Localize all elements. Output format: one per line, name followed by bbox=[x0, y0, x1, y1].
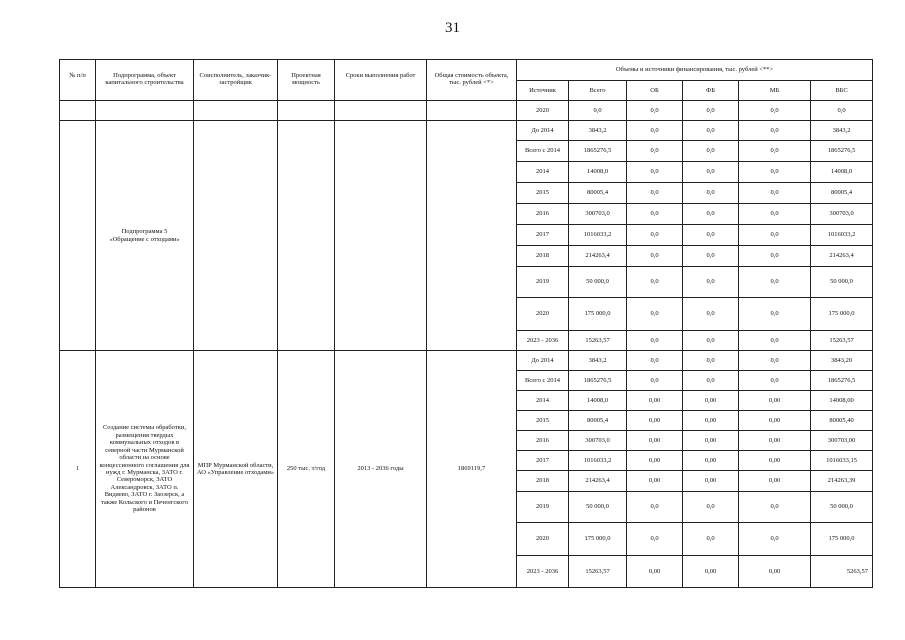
total-cell: 14008,0 bbox=[569, 162, 627, 183]
fb-cell: 0,0 bbox=[683, 298, 739, 331]
vbs-cell: 214263,39 bbox=[811, 471, 873, 492]
fb-cell: 0,0 bbox=[683, 121, 739, 141]
mb-cell: 0,00 bbox=[739, 431, 811, 451]
source-cell: До 2014 bbox=[517, 121, 569, 141]
mb-cell: 0,0 bbox=[739, 141, 811, 162]
vbs-cell: 1016033,15 bbox=[811, 451, 873, 471]
source-cell: 2017 bbox=[517, 225, 569, 246]
vbs-cell: 3843,20 bbox=[811, 351, 873, 371]
total-cell: 1016033,2 bbox=[569, 225, 627, 246]
source-cell: Всего с 2014 bbox=[517, 371, 569, 391]
header-terms: Сроки выполнения работ bbox=[335, 60, 427, 101]
total-cell: 214263,4 bbox=[569, 471, 627, 492]
mb-cell: 0,0 bbox=[739, 162, 811, 183]
fb-cell: 0,0 bbox=[683, 204, 739, 225]
vbs-cell: 80005,4 bbox=[811, 183, 873, 204]
mb-cell: 0,00 bbox=[739, 556, 811, 588]
ob-cell: 0,0 bbox=[627, 246, 683, 267]
empty-cell bbox=[194, 101, 278, 121]
ob-cell: 0,0 bbox=[627, 183, 683, 204]
object-capacity: 250 тыс. т/год bbox=[278, 351, 335, 588]
object-section bbox=[60, 351, 873, 588]
mb-cell: 0,0 bbox=[739, 121, 811, 141]
mb-cell: 0,0 bbox=[739, 351, 811, 371]
header-capacity: Проектная мощность bbox=[278, 60, 335, 101]
total-cell: 50 000,0 bbox=[569, 267, 627, 298]
ob-cell: 0,00 bbox=[627, 391, 683, 411]
fb-cell: 0,0 bbox=[683, 331, 739, 351]
empty-cell bbox=[278, 101, 335, 121]
vbs-cell: 15263,57 bbox=[811, 331, 873, 351]
ob-cell: 0,0 bbox=[627, 121, 683, 141]
fb-cell: 0,00 bbox=[683, 556, 739, 588]
header-total: Всего bbox=[569, 81, 627, 101]
vbs-cell: 1865276,5 bbox=[811, 141, 873, 162]
fb-cell: 0,0 bbox=[683, 225, 739, 246]
source-cell: 2020 bbox=[517, 523, 569, 556]
ob-cell: 0,0 bbox=[627, 225, 683, 246]
empty-cell bbox=[335, 101, 427, 121]
source-cell: 2017 bbox=[517, 451, 569, 471]
total-cell: 3843,2 bbox=[569, 351, 627, 371]
ob-cell: 0,0 bbox=[627, 267, 683, 298]
source-cell: До 2014 bbox=[517, 351, 569, 371]
object-total-cost: 1869119,7 bbox=[427, 351, 517, 588]
ob-cell: 0,0 bbox=[627, 492, 683, 523]
total-cell: 14008,0 bbox=[569, 391, 627, 411]
vbs-cell: 50 000,0 bbox=[811, 267, 873, 298]
total-cell: 3843,2 bbox=[569, 121, 627, 141]
empty-cell bbox=[96, 101, 194, 121]
total-cell: 1865276,5 bbox=[569, 141, 627, 162]
total-cell: 300703,0 bbox=[569, 431, 627, 451]
header-mb: МБ bbox=[739, 81, 811, 101]
fb-cell: 0,00 bbox=[683, 451, 739, 471]
mb-cell: 0,0 bbox=[739, 101, 811, 121]
mb-cell: 0,0 bbox=[739, 246, 811, 267]
mb-cell: 0,0 bbox=[739, 371, 811, 391]
header-funding: Объемы и источники финансирования, тыс. рублей <**> bbox=[517, 60, 873, 81]
vbs-cell: 175 000,0 bbox=[811, 523, 873, 556]
ob-cell: 0,0 bbox=[627, 298, 683, 331]
vbs-cell: 14008,00 bbox=[811, 391, 873, 411]
vbs-cell: 300703,00 bbox=[811, 431, 873, 451]
header-source: Источник bbox=[517, 81, 569, 101]
vbs-cell: 3843,2 bbox=[811, 121, 873, 141]
header-ob: ОБ bbox=[627, 81, 683, 101]
source-cell: 2023 - 2036 bbox=[517, 556, 569, 588]
total-cell: 80005,4 bbox=[569, 411, 627, 431]
total-cell: 1865276,5 bbox=[569, 371, 627, 391]
vbs-cell: 214263,4 bbox=[811, 246, 873, 267]
total-cell: 50 000,0 bbox=[569, 492, 627, 523]
header-vbs: ВБС bbox=[811, 81, 873, 101]
total-cost-cell bbox=[427, 121, 517, 351]
ob-cell: 0,00 bbox=[627, 431, 683, 451]
table-row bbox=[60, 351, 873, 371]
fb-cell: 0,0 bbox=[683, 371, 739, 391]
vbs-cell: 1016033,2 bbox=[811, 225, 873, 246]
fb-cell: 0,0 bbox=[683, 162, 739, 183]
header-subprogram: Подпрограмма, объект капитального строительства bbox=[96, 60, 194, 101]
source-cell: 2015 bbox=[517, 183, 569, 204]
mb-cell: 0,0 bbox=[739, 331, 811, 351]
object-executor: МПР Мурманской области, АО «Управление отходами» bbox=[194, 351, 278, 588]
ob-cell: 0,0 bbox=[627, 351, 683, 371]
source-cell: Всего с 2014 bbox=[517, 141, 569, 162]
subprogram-section bbox=[60, 121, 873, 351]
ob-cell: 0,00 bbox=[627, 556, 683, 588]
source-cell: 2015 bbox=[517, 411, 569, 431]
ob-cell: 0,0 bbox=[627, 331, 683, 351]
ob-cell: 0,0 bbox=[627, 141, 683, 162]
mb-cell: 0,0 bbox=[739, 204, 811, 225]
vbs-cell: 14008,0 bbox=[811, 162, 873, 183]
ob-cell: 0,00 bbox=[627, 411, 683, 431]
table-row bbox=[60, 121, 873, 141]
fb-cell: 0,0 bbox=[683, 267, 739, 298]
fb-cell: 0,0 bbox=[683, 183, 739, 204]
capacity-cell bbox=[278, 121, 335, 351]
header-num: № п/п bbox=[60, 60, 96, 101]
ob-cell: 0,00 bbox=[627, 451, 683, 471]
fb-cell: 0,00 bbox=[683, 431, 739, 451]
empty-cell bbox=[60, 101, 96, 121]
source-cell: 2020 bbox=[517, 298, 569, 331]
fb-cell: 0,00 bbox=[683, 411, 739, 431]
ob-cell: 0,0 bbox=[627, 371, 683, 391]
source-cell: 2018 bbox=[517, 246, 569, 267]
vbs-cell: 50 000,0 bbox=[811, 492, 873, 523]
mb-cell: 0,00 bbox=[739, 471, 811, 492]
ob-cell: 0,0 bbox=[627, 204, 683, 225]
total-cell: 175 000,0 bbox=[569, 298, 627, 331]
source-cell: 2016 bbox=[517, 204, 569, 225]
mb-cell: 0,00 bbox=[739, 391, 811, 411]
ob-cell: 0,00 bbox=[627, 471, 683, 492]
total-cell: 300703,0 bbox=[569, 204, 627, 225]
fb-cell: 0,0 bbox=[683, 101, 739, 121]
vbs-cell: 5263,57 bbox=[811, 556, 873, 588]
total-cell: 1016033,2 bbox=[569, 451, 627, 471]
fb-cell: 0,0 bbox=[683, 141, 739, 162]
header-executor: Соисполнитель, заказчик-застройщик bbox=[194, 60, 278, 101]
total-cell: 214263,4 bbox=[569, 246, 627, 267]
object-terms: 2013 - 2036 годы bbox=[335, 351, 427, 588]
object-num: 1 bbox=[60, 351, 96, 588]
mb-cell: 0,0 bbox=[739, 492, 811, 523]
vbs-cell: 300703,0 bbox=[811, 204, 873, 225]
fb-cell: 0,0 bbox=[683, 246, 739, 267]
terms-cell bbox=[335, 121, 427, 351]
table-row bbox=[60, 101, 873, 121]
mb-cell: 0,0 bbox=[739, 267, 811, 298]
subprogram-name: Подпрограмма 5 «Обращение с отходами» bbox=[96, 121, 194, 351]
executor-cell bbox=[194, 121, 278, 351]
ob-cell: 0,0 bbox=[627, 523, 683, 556]
num-cell bbox=[60, 121, 96, 351]
mb-cell: 0,0 bbox=[739, 523, 811, 556]
total-cell: 15263,57 bbox=[569, 331, 627, 351]
ob-cell: 0,0 bbox=[627, 162, 683, 183]
fb-cell: 0,0 bbox=[683, 351, 739, 371]
empty-cell bbox=[427, 101, 517, 121]
fb-cell: 0,0 bbox=[683, 523, 739, 556]
funding-table bbox=[59, 59, 873, 588]
header-fb: ФБ bbox=[683, 81, 739, 101]
source-cell: 2018 bbox=[517, 471, 569, 492]
source-cell: 2016 bbox=[517, 431, 569, 451]
header-total-cost: Общая стоимость объекта, тыс. рублей <*> bbox=[427, 60, 517, 101]
mb-cell: 0,0 bbox=[739, 225, 811, 246]
vbs-cell: 1865276,5 bbox=[811, 371, 873, 391]
page-number: 31 bbox=[445, 20, 460, 36]
vbs-cell: 0,0 bbox=[811, 101, 873, 121]
source-cell: 2014 bbox=[517, 391, 569, 411]
mb-cell: 0,00 bbox=[739, 411, 811, 431]
vbs-cell: 80005,40 bbox=[811, 411, 873, 431]
vbs-cell: 175 000,0 bbox=[811, 298, 873, 331]
mb-cell: 0,0 bbox=[739, 298, 811, 331]
mb-cell: 0,00 bbox=[739, 451, 811, 471]
source-cell: 2023 - 2036 bbox=[517, 331, 569, 351]
source-cell: 2019 bbox=[517, 267, 569, 298]
fb-cell: 0,0 bbox=[683, 492, 739, 523]
ob-cell: 0,0 bbox=[627, 101, 683, 121]
fb-cell: 0,00 bbox=[683, 391, 739, 411]
mb-cell: 0,0 bbox=[739, 183, 811, 204]
total-cell: 0,0 bbox=[569, 101, 627, 121]
total-cell: 80005,4 bbox=[569, 183, 627, 204]
fb-cell: 0,00 bbox=[683, 471, 739, 492]
object-name: Создание системы обработки, размещения твердых коммунальных отходов в северной части Мурманской области на основе концессионного соглашения для нужд г. Мурманска, ЗАТО г. Североморск, ЗАТО Александровск, ЗАТО п. Видяево, ЗАТО г. Заозерск, а также Кольского и Печенгского районов bbox=[96, 351, 194, 588]
total-cell: 15263,57 bbox=[569, 556, 627, 588]
total-cell: 175 000,0 bbox=[569, 523, 627, 556]
source-cell: 2014 bbox=[517, 162, 569, 183]
source-cell: 2019 bbox=[517, 492, 569, 523]
source-cell: 2020 bbox=[517, 101, 569, 121]
